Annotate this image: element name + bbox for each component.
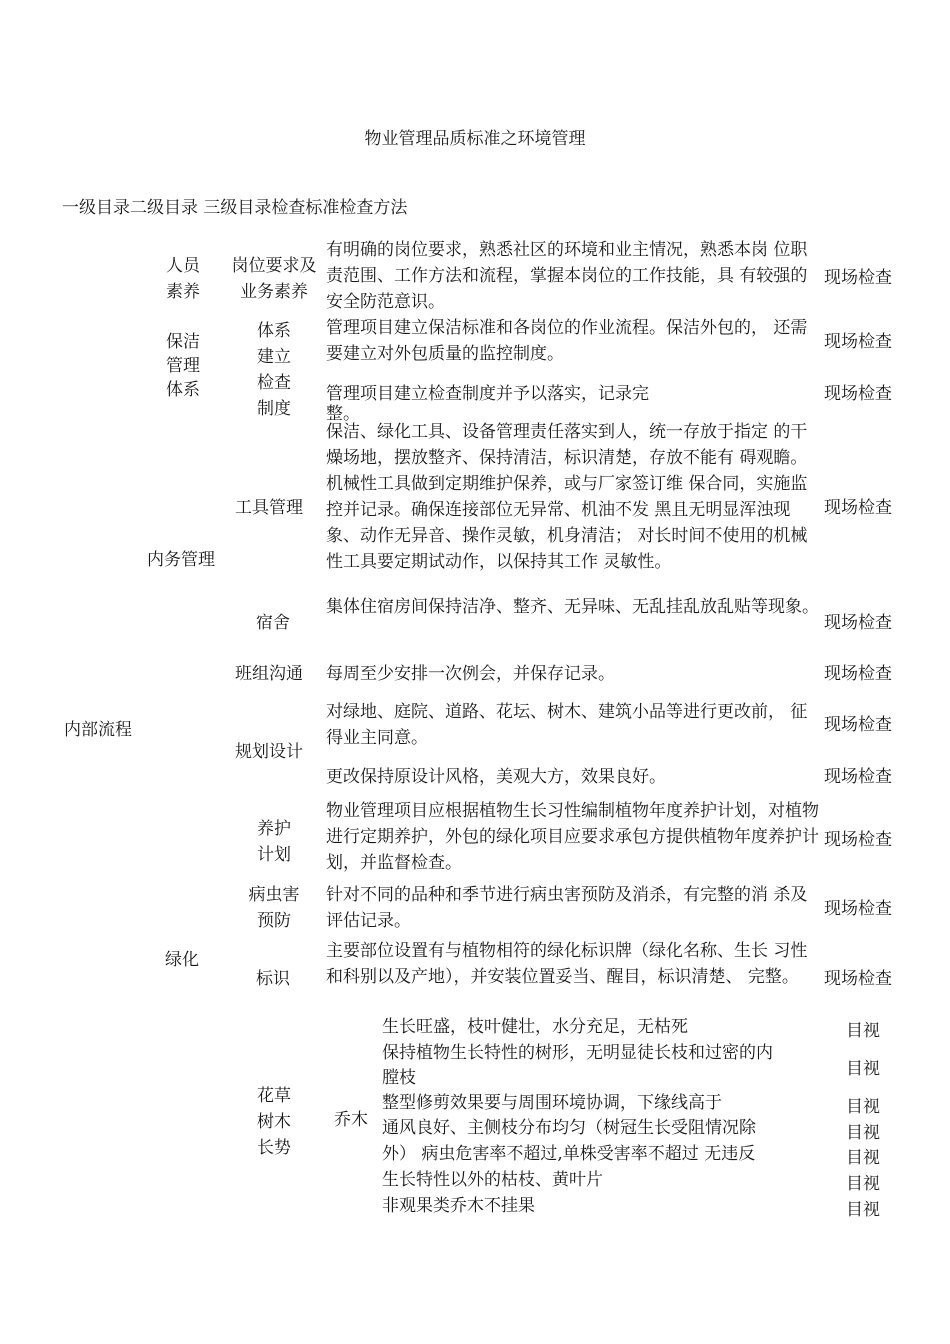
level3-maintenance-plan: 养护 计划 [257, 819, 291, 865]
standard-inspection-system-cont: 整。 [326, 404, 360, 424]
standard-planning-design-2: 更改保持原设计风格，美观大方，效果良好。 [326, 767, 666, 787]
level3-dormitory: 宿舍 [256, 613, 290, 633]
method-onsite: 现场检查 [824, 332, 892, 352]
standard-post-requirements: 有明确的岗位要求，熟悉社区的环境和业主情况，熟悉本岗 位职责范围、工作方法和流程，掌握本岗位的工作技能，具 有较强的安全防范意识。 [326, 240, 808, 312]
level2-greening: 绿化 [165, 950, 199, 970]
level3-system-setup: 体系 建立 [257, 321, 291, 367]
method-onsite: 现场检查 [824, 268, 892, 288]
level2-cleaning-system: 保洁 管理 体系 [166, 332, 200, 400]
method-onsite: 现场检查 [824, 384, 892, 404]
tree-standard-6: 生长特性以外的枯枝、黄叶片 [382, 1170, 603, 1190]
level3-team-communication: 班组沟通 [235, 664, 303, 684]
method-visual: 目视 [846, 1200, 880, 1220]
method-visual: 目视 [846, 1021, 880, 1041]
standard-system-setup: 管理项目建立保洁标准和各岗位的作业流程。保洁外包的， 还需要建立对外包质量的监控制度。 [326, 318, 808, 364]
document-title: 物业管理品质标准之环境管理 [364, 129, 586, 149]
tree-standard-2-cont: 膛枝 [382, 1068, 416, 1088]
standard-dormitory: 集体住宿房间保持洁净、整齐、无异味、无乱挂乱放乱贴等现象。 [326, 597, 819, 617]
standard-inspection-system: 管理项目建立检查制度并予以落实，记录完 [326, 384, 649, 404]
method-visual: 目视 [846, 1059, 880, 1079]
method-onsite: 现场检查 [824, 498, 892, 518]
level2-staff-quality: 人员 素养 [166, 256, 200, 302]
level3-post-requirements: 岗位要求及 业务素养 [231, 256, 317, 302]
method-onsite: 现场检查 [824, 613, 892, 633]
level3-plant-growth: 花草 树木 长势 [257, 1086, 291, 1158]
tree-standard-5: 外） 病虫危害率不超过,单株受害率不超过 无违反 [382, 1144, 756, 1164]
tree-standard-2: 保持植物生长特性的树形，无明显徒长枝和过密的内 [382, 1043, 773, 1063]
method-onsite: 现场检查 [824, 899, 892, 919]
level3-tool-management: 工具管理 [235, 498, 303, 518]
tree-standard-7: 非观果类乔木不挂果 [382, 1196, 535, 1216]
level1-internal-process: 内部流程 [64, 720, 132, 740]
standard-tool-management: 保洁、绿化工具、设备管理责任落实到人，统一存放于指定 的干燥场地，摆放整齐、保持清洁，标识清楚，存放不能有 碍观瞻。机械性工具做到定期维护保养，或与厂家签订维 保合同，实施监控并记录。确保连接部位无异常、机油不发 黑且无明显浑浊现象、动作无异音、操作灵敏，机身清洁； 对长时间不使用的机械性工具要定期试动作，以保持其工作 灵敏性。 [326, 422, 808, 572]
standard-planning-design-1: 对绿地、庭院、道路、花坛、树木、建筑小品等进行更改前， 征得业主同意。 [326, 702, 808, 748]
level3-pest-prevention: 病虫害 预防 [248, 885, 300, 931]
method-onsite: 现场检查 [824, 969, 892, 989]
tree-standard-4: 通风良好、主侧枝分布均匀（树冠生长受阻情况除 [382, 1118, 756, 1138]
level3-inspection-system: 检查 制度 [257, 373, 291, 419]
level3-signage: 标识 [256, 969, 290, 989]
tree-standard-3: 整型修剪效果要与周围环境协调，下缘线高于 [382, 1093, 722, 1113]
method-onsite: 现场检查 [824, 830, 892, 850]
method-onsite: 现场检查 [824, 664, 892, 684]
tree-standard-1: 生长旺盛，枝叶健壮，水分充足，无枯死 [382, 1017, 688, 1037]
method-onsite: 现场检查 [824, 715, 892, 735]
method-visual: 目视 [846, 1174, 880, 1194]
method-onsite: 现场检查 [824, 767, 892, 787]
method-visual: 目视 [846, 1097, 880, 1117]
level2-housekeeping: 内务管理 [147, 550, 215, 570]
standard-signage: 主要部位设置有与植物相符的绿化标识牌（绿化名称、生长 习性和科别以及产地），并安装位置妥当、醒目，标识清楚、 完整。 [326, 941, 808, 987]
standard-maintenance-plan: 物业管理项目应根据植物生长习性编制植物年度养护计划，对植物进行定期养护，外包的绿化项目应要求承包方提供植物年度养护计划，并监督检查。 [326, 801, 819, 873]
method-visual: 目视 [846, 1148, 880, 1168]
level4-trees: 乔木 [334, 1110, 368, 1130]
column-header-row: 一级目录二级目录 三级目录检查标准检查方法 [62, 198, 408, 218]
standard-team-communication: 每周至少安排一次例会，并保存记录。 [326, 664, 615, 684]
standard-pest-prevention: 针对不同的品种和季节进行病虫害预防及消杀，有完整的消 杀及评估记录。 [326, 885, 808, 931]
method-visual: 目视 [846, 1123, 880, 1143]
level3-planning-design: 规划设计 [235, 742, 303, 762]
